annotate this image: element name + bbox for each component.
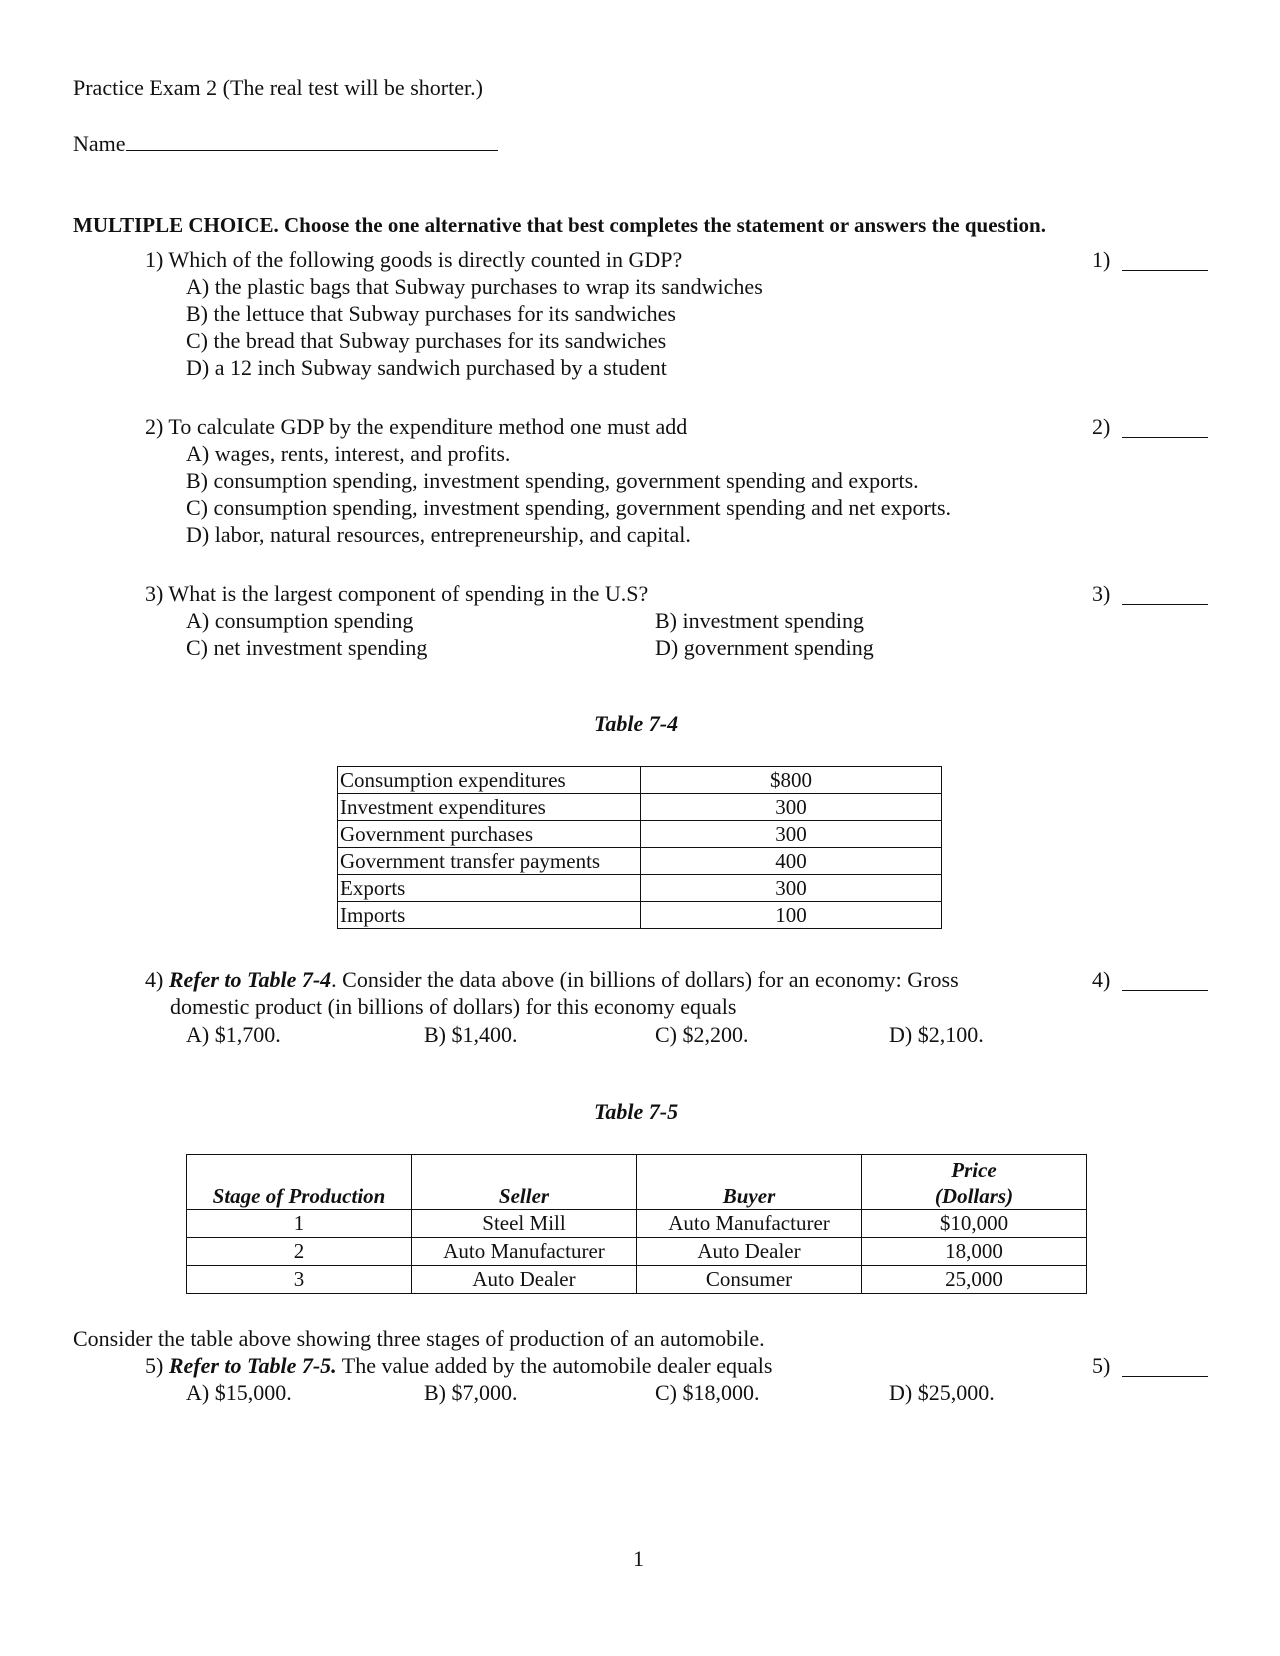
answer-number-5: 5) (1092, 1353, 1111, 1378)
question-2-option-a[interactable]: A) wages, rents, interest, and profits. (186, 441, 511, 466)
question-3-option-c[interactable]: C) net investment spending (186, 635, 428, 660)
question-2-stem: 2) To calculate GDP by the expenditure method one must add (145, 414, 688, 439)
table-7-4-label-cell: Investment expenditures (338, 794, 641, 821)
page-number: 1 (633, 1546, 644, 1571)
table-7-4-caption: Table 7-4 (594, 711, 679, 736)
question-5-stem (145, 1352, 772, 1380)
question-2-option-d[interactable]: D) labor, natural resources, entrepreneurship, and capital. (186, 522, 691, 547)
column-header-stage: Stage of Production (187, 1155, 412, 1210)
table-7-4-label-cell: Imports (338, 902, 641, 929)
question-5-table-reference: Refer to Table 7-5. (168, 1353, 337, 1378)
table-row (338, 794, 942, 821)
question-1-option-c[interactable]: C) the bread that Subway purchases for its sandwiches (186, 328, 667, 353)
section-instructions: MULTIPLE CHOICE. Choose the one alternative that best completes the statement or answers the question. (73, 213, 1046, 237)
answer-blank-3[interactable] (1122, 604, 1208, 605)
column-header-seller: Seller (412, 1155, 637, 1210)
answer-number-2: 2) (1092, 414, 1111, 439)
table-7-4-label-cell: Exports (338, 875, 641, 902)
table-7-5 (186, 1154, 1087, 1294)
table-7-4-value-cell: $800 (641, 767, 942, 794)
price-header-line-2: (Dollars) (934, 1184, 1014, 1208)
question-4-stem (145, 966, 959, 994)
question-4-prefix: 4) (145, 967, 169, 992)
table-7-4-label-cell: Consumption expenditures (338, 767, 641, 794)
table-7-5-stage-cell: 3 (187, 1266, 412, 1294)
table-7-4-value-cell: 300 (641, 875, 942, 902)
question-5-option-d[interactable]: D) $25,000. (889, 1380, 995, 1405)
name-field[interactable] (73, 130, 498, 158)
question-3-option-d[interactable]: D) government spending (655, 635, 874, 660)
question-3-option-a[interactable]: A) consumption spending (186, 608, 414, 633)
question-1-stem: 1) Which of the following goods is directly counted in GDP? (145, 247, 683, 272)
answer-blank-5[interactable] (1122, 1376, 1208, 1377)
question-4-stem-line-2: domestic product (in billions of dollars) for this economy equals (170, 994, 737, 1019)
table-7-4-value-cell: 400 (641, 848, 942, 875)
question-5-option-b[interactable]: B) $7,000. (424, 1380, 518, 1405)
table-7-5-buyer-cell: Auto Manufacturer (637, 1210, 862, 1238)
table-row (187, 1238, 1087, 1266)
table-7-5-buyer-cell: Auto Dealer (637, 1238, 862, 1266)
table-row (338, 767, 942, 794)
table-7-5-buyer-cell: Consumer (637, 1266, 862, 1294)
question-2-option-b[interactable]: B) consumption spending, investment spending, government spending and exports. (186, 468, 919, 493)
question-3-stem: 3) What is the largest component of spending in the U.S? (145, 581, 649, 606)
question-1-option-b[interactable]: B) the lettuce that Subway purchases for its sandwiches (186, 301, 676, 326)
table-7-4-value-cell: 100 (641, 902, 942, 929)
table-row (187, 1266, 1087, 1294)
question-4-option-b[interactable]: B) $1,400. (424, 1022, 518, 1047)
answer-blank-2[interactable] (1122, 437, 1208, 438)
table-7-4-label-cell: Government purchases (338, 821, 641, 848)
table-7-4-label-cell: Government transfer payments (338, 848, 641, 875)
table-7-5-price-cell: 25,000 (862, 1266, 1087, 1294)
table-7-5-price-cell: 18,000 (862, 1238, 1087, 1266)
page-title: Practice Exam 2 (The real test will be shorter.) (73, 75, 483, 100)
name-blank-line[interactable] (126, 132, 498, 151)
table-row (338, 848, 942, 875)
table-row (338, 875, 942, 902)
table-row (187, 1210, 1087, 1238)
table-7-4-value-cell: 300 (641, 794, 942, 821)
table-7-5-price-cell: $10,000 (862, 1210, 1087, 1238)
question-5-intro: Consider the table above showing three stages of production of an automobile. (73, 1326, 765, 1351)
table-7-5-seller-cell: Steel Mill (412, 1210, 637, 1238)
question-4-option-d[interactable]: D) $2,100. (889, 1022, 984, 1047)
column-header-buyer: Buyer (637, 1155, 862, 1210)
question-1-option-d[interactable]: D) a 12 inch Subway sandwich purchased by a student (186, 355, 667, 380)
question-4-option-a[interactable]: A) $1,700. (186, 1022, 281, 1047)
table-7-4-value-cell: 300 (641, 821, 942, 848)
table-7-4 (337, 766, 942, 929)
price-header-line-1: Price (951, 1158, 997, 1182)
column-header-price (862, 1155, 1087, 1210)
question-4-option-c[interactable]: C) $2,200. (655, 1022, 749, 1047)
question-3-option-b[interactable]: B) investment spending (655, 608, 864, 633)
question-4-stem-rest: . Consider the data above (in billions of dollars) for an economy: Gross (331, 967, 959, 992)
table-7-5-stage-cell: 1 (187, 1210, 412, 1238)
table-7-5-header-row (187, 1155, 1087, 1210)
table-7-5-seller-cell: Auto Manufacturer (412, 1238, 637, 1266)
answer-number-3: 3) (1092, 581, 1111, 606)
table-row (338, 821, 942, 848)
answer-blank-4[interactable] (1122, 990, 1208, 991)
question-5-prefix: 5) (145, 1353, 169, 1378)
name-label: Name (73, 131, 126, 156)
table-row (338, 902, 942, 929)
table-7-5-seller-cell: Auto Dealer (412, 1266, 637, 1294)
question-5-stem-rest: The value added by the automobile dealer equals (336, 1353, 773, 1378)
question-4-table-reference: Refer to Table 7-4 (168, 967, 332, 992)
question-2-option-c[interactable]: C) consumption spending, investment spending, government spending and net exports. (186, 495, 952, 520)
answer-number-4: 4) (1092, 967, 1111, 992)
table-7-5-stage-cell: 2 (187, 1238, 412, 1266)
question-5-option-c[interactable]: C) $18,000. (655, 1380, 760, 1405)
table-7-5-caption: Table 7-5 (594, 1099, 679, 1124)
answer-blank-1[interactable] (1122, 270, 1208, 271)
question-1-option-a[interactable]: A) the plastic bags that Subway purchases to wrap its sandwiches (186, 274, 763, 299)
question-5-option-a[interactable]: A) $15,000. (186, 1380, 292, 1405)
answer-number-1: 1) (1092, 247, 1111, 272)
